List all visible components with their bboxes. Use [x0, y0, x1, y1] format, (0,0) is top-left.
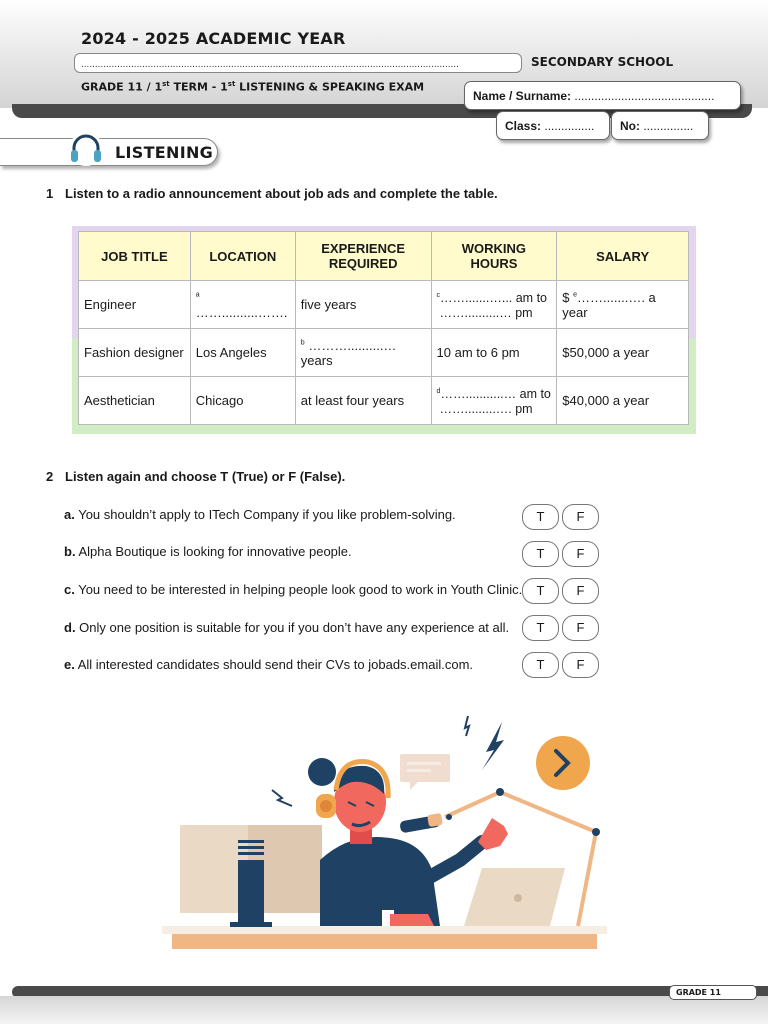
false-button-a[interactable]: F [562, 504, 599, 530]
experience-blank-cell[interactable]: $^b$ ………..........… years [295, 329, 431, 377]
salary-cell: $50,000 a year [557, 329, 689, 377]
column-header: WORKING HOURS [431, 232, 557, 281]
experience-cell: five years [295, 281, 431, 329]
false-button-e[interactable]: F [562, 652, 599, 678]
school-name-field[interactable]: ........................................................................................................................................ [74, 53, 522, 73]
number-field[interactable]: No: ............... [611, 111, 709, 140]
false-button-d[interactable]: F [562, 615, 599, 641]
job-title-cell: Aesthetician [79, 377, 191, 425]
location-cell: Los Angeles [190, 329, 295, 377]
column-header: JOB TITLE [79, 232, 191, 281]
school-label: SECONDARY SCHOOL [531, 55, 674, 69]
question-2-number: 2 [46, 469, 54, 484]
name-surname-field[interactable]: Name / Surname: .......................................... [464, 81, 741, 110]
hours-cell: 10 am to 6 pm [431, 329, 557, 377]
footer-grade-label: GRADE 11 [669, 985, 757, 1000]
question-1-number: 1 [46, 186, 54, 201]
location-blank-cell[interactable]: $^a$ ……..........……. [190, 281, 295, 329]
table-row [79, 329, 689, 377]
job-title-cell: Engineer [79, 281, 191, 329]
location-cell: Chicago [190, 377, 295, 425]
job-title-cell: Fashion designer [79, 329, 191, 377]
lightning-icon [272, 790, 292, 806]
section-title: LISTENING [115, 143, 214, 162]
host-hand [478, 818, 508, 850]
table-row [79, 281, 689, 329]
column-header: SALARY [557, 232, 689, 281]
speech-bubble [400, 754, 450, 782]
false-button-c[interactable]: F [562, 578, 599, 604]
table-header-row [79, 232, 689, 281]
monitor-stand [238, 860, 264, 926]
true-button-c[interactable]: T [522, 578, 559, 604]
play-next-circle [536, 736, 590, 790]
true-button-d[interactable]: T [522, 615, 559, 641]
statement-a: a. You shouldn’t apply to ITech Company if you like problem-solving. [64, 507, 456, 522]
hours-blank-cell[interactable]: $^c$…….......…... am to ……..........… pm [431, 281, 557, 329]
question-2-instruction: Listen again and choose T (True) or F (False). [65, 469, 346, 484]
desk-top [162, 926, 607, 934]
table-row [79, 377, 689, 425]
academic-year-title: 2024 - 2025 ACADEMIC YEAR [81, 29, 346, 48]
job-ads-table [78, 231, 689, 425]
radio-host-illustration [160, 710, 620, 955]
hours-blank-cell[interactable]: $^d$……...........… am to …….........…. pm [431, 377, 557, 425]
headphones-icon [68, 131, 104, 167]
exam-title: GRADE 11 / 1st TERM - 1st LISTENING & SPEAKING EXAM [81, 80, 425, 94]
experience-cell: at least four years [295, 377, 431, 425]
class-field[interactable]: Class: ............... [496, 111, 610, 140]
lightning-icon [482, 722, 504, 770]
true-button-a[interactable]: T [522, 504, 559, 530]
true-button-b[interactable]: T [522, 541, 559, 567]
true-button-e[interactable]: T [522, 652, 559, 678]
statement-d: d. Only one position is suitable for you if you don’t have any experience at all. [64, 620, 510, 635]
statement-c: c. You need to be interested in helping people look good to work in Youth Clinic. [64, 582, 523, 597]
lightning-icon [465, 716, 469, 736]
salary-blank-cell[interactable]: $ $^e$…….......…. a year [557, 281, 689, 329]
statement-b: b. Alpha Boutique is looking for innovative people. [64, 544, 352, 559]
column-header: EXPERIENCE REQUIRED [295, 232, 431, 281]
desk-base [172, 934, 597, 949]
question-1-instruction: Listen to a radio announcement about job ads and complete the table. [65, 186, 498, 201]
column-header: LOCATION [190, 232, 295, 281]
footer-band [0, 996, 768, 1024]
salary-cell: $40,000 a year [557, 377, 689, 425]
false-button-b[interactable]: F [562, 541, 599, 567]
statement-e: e. All interested candidates should send their CVs to jobads.email.com. [64, 657, 474, 672]
